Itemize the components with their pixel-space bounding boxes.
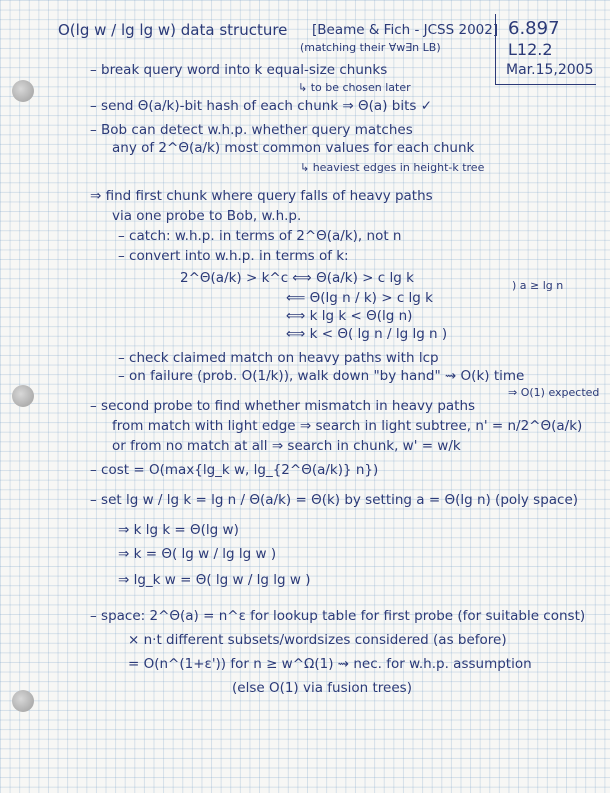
course-number: 6.897: [508, 18, 560, 39]
note-line: ⇒ find first chunk where query falls of heavy paths: [90, 188, 433, 204]
note-line: ⟸ Θ(lg n / k) > c lg k: [286, 290, 433, 306]
note-line: – break query word into k equal-size chunks: [90, 62, 388, 78]
citation-note: (matching their ∀w∃n LB): [300, 41, 441, 54]
note-line: any of 2^Θ(a/k) most common values for each chunk: [112, 140, 475, 156]
page-title: O(lg w / lg lg w) data structure: [58, 21, 288, 39]
note-line: – second probe to find whether mismatch in heavy paths: [90, 398, 476, 414]
note-line: ⇒ k = Θ( lg w / lg lg w ): [118, 546, 277, 562]
note-line: via one probe to Bob, w.h.p.: [112, 208, 302, 224]
note-line: – catch: w.h.p. in terms of 2^Θ(a/k), not n: [118, 228, 402, 244]
note-line: ⟺ k < Θ( lg n / lg lg n ): [286, 326, 448, 342]
note-line: ↳ to be chosen later: [298, 81, 411, 94]
note-line: = O(n^(1+ε')) for n ≥ w^Ω(1) ⇝ nec. for w.h.p. assumption: [128, 656, 532, 672]
binder-hole-bottom: [12, 690, 34, 712]
note-line: – convert into w.h.p. in terms of k:: [118, 248, 349, 264]
note-line: – check claimed match on heavy paths with lcp: [118, 350, 439, 366]
citation: [Beame & Fich - JCSS 2002]: [312, 22, 499, 38]
note-line: ⟺ k lg k < Θ(lg n): [286, 308, 413, 324]
note-line: ) a ≥ lg n: [512, 279, 564, 292]
binder-hole-middle: [12, 385, 34, 407]
note-line: ⇒ lg_k w = Θ( lg w / lg lg w ): [118, 572, 311, 588]
lecture-date: Mar.15,2005: [506, 62, 594, 78]
binder-hole-top: [12, 80, 34, 102]
note-line: ↳ heaviest edges in height-k tree: [300, 161, 485, 174]
note-line: – on failure (prob. O(1/k)), walk down "by hand" ⇝ O(k) time: [118, 368, 525, 384]
note-line: – cost = O(max{lg_k w, lg_{2^Θ(a/k)} n}): [90, 462, 379, 478]
note-line: – send Θ(a/k)-bit hash of each chunk ⇒ Θ(a) bits ✓: [90, 98, 433, 114]
note-line: ⇒ O(1) expected: [508, 386, 600, 399]
note-line: – space: 2^Θ(a) = n^ε for lookup table for first probe (for suitable const): [90, 608, 586, 624]
note-line: – Bob can detect w.h.p. whether query matches: [90, 122, 413, 138]
note-line: × n·t different subsets/wordsizes considered (as before): [128, 632, 507, 648]
note-line: ⇒ k lg k = Θ(lg w): [118, 522, 239, 538]
note-line: (else O(1) via fusion trees): [232, 680, 412, 696]
lecture-number: L12.2: [508, 40, 553, 59]
note-line: 2^Θ(a/k) > k^c ⟺ Θ(a/k) > c lg k: [180, 270, 414, 286]
note-line: – set lg w / lg k = lg n / Θ(a/k) = Θ(k) by setting a = Θ(lg n) (poly space): [90, 492, 579, 508]
note-line: or from no match at all ⇒ search in chunk, w' = w/k: [112, 438, 461, 454]
note-line: from match with light edge ⇒ search in light subtree, n' = n/2^Θ(a/k): [112, 418, 583, 434]
